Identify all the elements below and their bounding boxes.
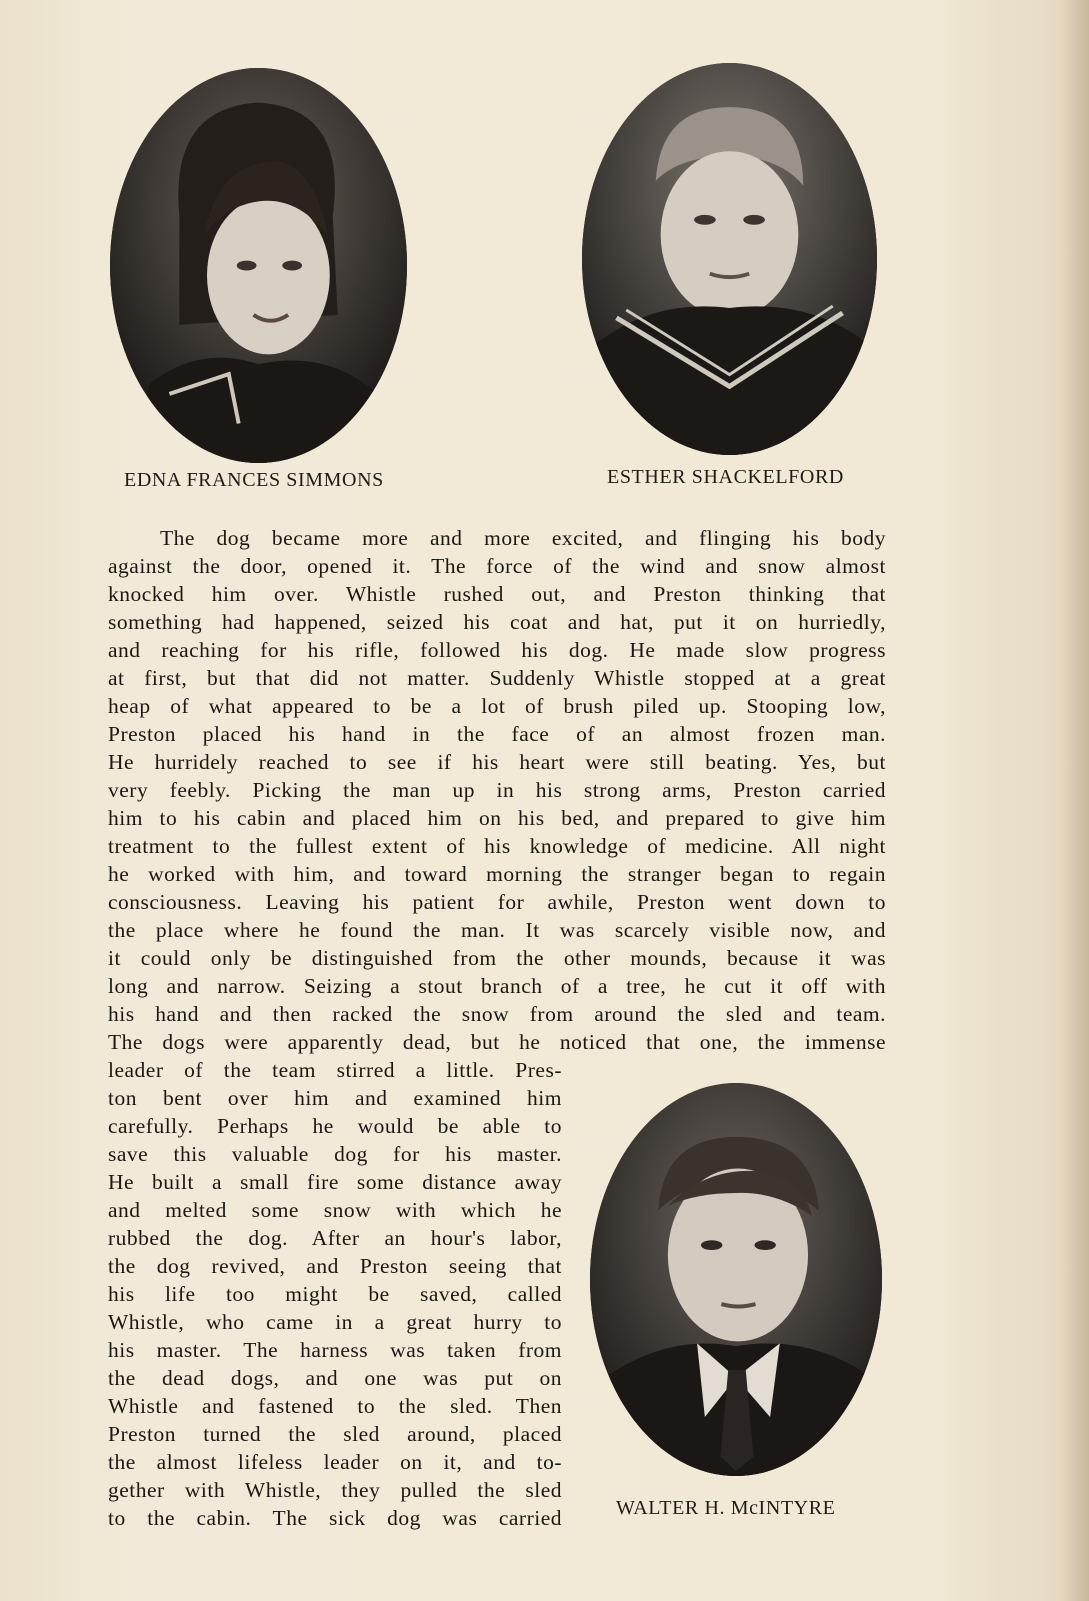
text-line: consciousness. Leaving his patient for awhile, Preston went down to (108, 890, 886, 914)
text-line: something had happened, seized his coat and hat, put it on hurriedly, (108, 610, 886, 634)
text-line: and reaching for his rifle, followed his dog. He made slow progress (108, 638, 886, 662)
text-line: save this valuable dog for his master. (108, 1142, 562, 1166)
text-line: his life too might be saved, called (108, 1282, 562, 1306)
caption-walter-h-mcintyre: WALTER H. McINTYRE (616, 1497, 836, 1519)
portrait-edna-frances-simmons (110, 68, 407, 463)
text-line: ton bent over him and examined him (108, 1086, 562, 1110)
text-line: He hurridely reached to see if his heart were still beating. Yes, but (108, 750, 886, 774)
text-line: it could only be distinguished from the other mounds, because it was (108, 946, 886, 970)
text-line: the almost lifeless leader on it, and to- (108, 1450, 562, 1474)
portrait-esther-shackelford (582, 63, 877, 455)
text-line: Preston turned the sled around, placed (108, 1422, 562, 1446)
text-line: The dogs were apparently dead, but he noticed that one, the immense (108, 1030, 886, 1054)
text-line: knocked him over. Whistle rushed out, and Preston thinking that (108, 582, 886, 606)
page-fold-shadow (1063, 0, 1089, 1601)
text-line: leader of the team stirred a little. Pres- (108, 1058, 562, 1082)
text-line: gether with Whistle, they pulled the sled (108, 1478, 562, 1502)
text-line: the place where he found the man. It was scarcely visible now, and (108, 918, 886, 942)
text-line: the dead dogs, and one was put on (108, 1366, 562, 1390)
text-line: he worked with him, and toward morning the stranger began to regain (108, 862, 886, 886)
text-line: Whistle and fastened to the sled. Then (108, 1394, 562, 1418)
text-line: treatment to the fullest extent of his knowledge of medicine. All night (108, 834, 886, 858)
text-line: He built a small fire some distance away (108, 1170, 562, 1194)
text-line: and melted some snow with which he (108, 1198, 562, 1222)
text-line: his master. The harness was taken from (108, 1338, 562, 1362)
text-line: the dog revived, and Preston seeing that (108, 1254, 562, 1278)
text-line: at first, but that did not matter. Suddenly Whistle stopped at a great (108, 666, 886, 690)
text-line: to the cabin. The sick dog was carried (108, 1506, 562, 1530)
text-line: very feebly. Picking the man up in his strong arms, Preston carried (108, 778, 886, 802)
text-line: long and narrow. Seizing a stout branch of a tree, he cut it off with (108, 974, 886, 998)
text-line: carefully. Perhaps he would be able to (108, 1114, 562, 1138)
caption-esther-shackelford: ESTHER SHACKELFORD (607, 466, 844, 488)
text-line: Preston placed his hand in the face of an almost frozen man. (108, 722, 886, 746)
caption-edna-frances-simmons: EDNA FRANCES SIMMONS (124, 469, 384, 491)
text-line: him to his cabin and placed him on his bed, and prepared to give him (108, 806, 886, 830)
text-line: heap of what appeared to be a lot of brush piled up. Stooping low, (108, 694, 886, 718)
text-line: his hand and then racked the snow from around the sled and team. (108, 1002, 886, 1026)
text-line: Whistle, who came in a great hurry to (108, 1310, 562, 1334)
portrait-walter-h-mcintyre (590, 1083, 882, 1476)
text-line: The dog became more and more excited, and flinging his body (160, 526, 886, 550)
text-line: against the door, opened it. The force of the wind and snow almost (108, 554, 886, 578)
text-line: rubbed the dog. After an hour's labor, (108, 1226, 562, 1250)
